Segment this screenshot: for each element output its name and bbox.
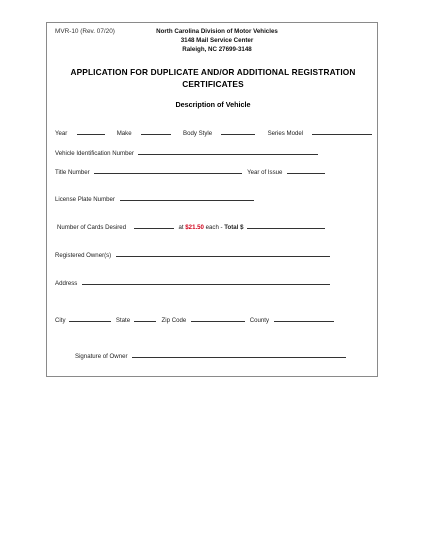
- state-label: State: [115, 317, 131, 324]
- signature-field[interactable]: [132, 352, 346, 358]
- row-vin: [55, 149, 318, 157]
- row-signature: [75, 352, 346, 360]
- row-number-of-cards: [57, 223, 325, 231]
- number-of-cards-label: Number of Cards Desired: [57, 224, 127, 231]
- form-title: [47, 67, 379, 90]
- make-label: Make: [116, 130, 132, 137]
- form-border: [46, 22, 378, 377]
- zip-code-field[interactable]: [191, 316, 245, 322]
- row-title-number: [55, 168, 325, 176]
- row-registered-owners: [55, 251, 330, 259]
- agency-mail-center: 3148 Mail Service Center: [180, 37, 254, 44]
- license-plate-field[interactable]: [120, 195, 254, 201]
- registered-owners-field[interactable]: [116, 251, 330, 257]
- vin-field[interactable]: [138, 149, 318, 155]
- form-title-line2: CERTIFICATES: [182, 78, 244, 89]
- form-code: MVR-10 (Rev. 07/20): [55, 28, 115, 35]
- agency-name: North Carolina Division of Motor Vehicles: [156, 28, 278, 35]
- city-label: City: [55, 317, 66, 324]
- body-style-field[interactable]: [221, 129, 255, 135]
- zip-code-label: Zip Code: [161, 317, 187, 324]
- state-field[interactable]: [134, 316, 156, 322]
- agency-address-block: [137, 27, 297, 54]
- price-per-card: $21.50: [185, 224, 204, 231]
- each-text: each -: [205, 224, 223, 231]
- title-number-label: Title Number: [55, 169, 90, 176]
- agency-city: Raleigh, NC 27699-3148: [182, 46, 252, 53]
- address-label: Address: [55, 280, 78, 287]
- title-number-field[interactable]: [94, 168, 242, 174]
- county-label: County: [249, 317, 269, 324]
- form-title-line1: APPLICATION FOR DUPLICATE AND/OR ADDITIONAL REGISTRATION: [70, 67, 356, 77]
- row-address: [55, 279, 330, 287]
- registered-owners-label: Registered Owner(s): [55, 252, 112, 259]
- row-vehicle-description: [55, 129, 372, 137]
- make-field[interactable]: [141, 129, 171, 135]
- signature-label: Signature of Owner: [75, 353, 128, 360]
- city-field[interactable]: [69, 316, 111, 322]
- series-model-label: Series Model: [267, 130, 304, 137]
- year-label: Year: [55, 130, 68, 137]
- number-of-cards-field[interactable]: [134, 223, 174, 229]
- county-field[interactable]: [274, 316, 334, 322]
- address-field[interactable]: [82, 279, 330, 285]
- row-city-state-zip: [55, 316, 334, 324]
- total-label: Total $: [224, 224, 244, 231]
- year-of-issue-field[interactable]: [287, 168, 325, 174]
- section-heading: Description of Vehicle: [175, 100, 251, 109]
- total-field[interactable]: [247, 223, 325, 229]
- row-license-plate: [55, 195, 254, 203]
- at-text: at: [178, 224, 184, 231]
- license-plate-label: License Plate Number: [55, 196, 115, 203]
- vin-label: Vehicle Identification Number: [55, 150, 134, 157]
- year-of-issue-label: Year of Issue: [247, 169, 283, 176]
- body-style-label: Body Style: [183, 130, 213, 137]
- year-field[interactable]: [77, 129, 105, 135]
- series-model-field[interactable]: [312, 129, 372, 135]
